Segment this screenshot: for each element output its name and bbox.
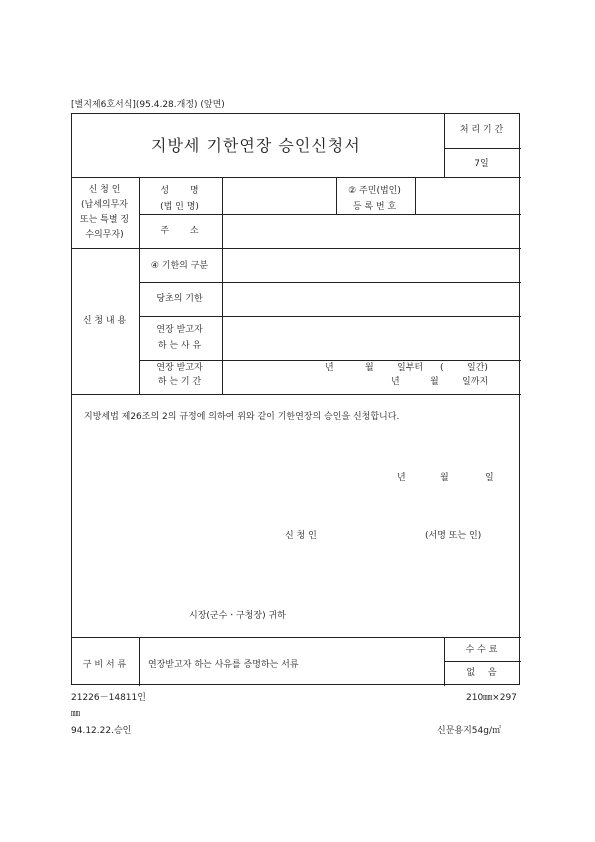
signature-note: (서명 또는 인): [425, 531, 482, 541]
registration-label-line: ② 주민(법인): [348, 186, 401, 196]
extension-reason-label-line: 연장 받고자: [156, 325, 203, 335]
name-label-line: 성 명: [160, 186, 199, 196]
extension-reason-field[interactable]: [222, 316, 519, 359]
extension-period-label-line: 하 는 기 간: [157, 377, 202, 387]
original-deadline-field[interactable]: [222, 282, 519, 315]
applicant-label-line: 수의무자): [85, 230, 124, 240]
date-year: 년: [397, 473, 406, 483]
applicant-label-line: 신 청 인: [88, 185, 121, 195]
original-deadline-label: 당초의 기한: [156, 294, 203, 304]
period-day-to: 일까지: [462, 377, 489, 387]
form-title: 지방세 기한연장 승인신청서: [151, 136, 361, 155]
divider: [444, 148, 521, 149]
form-reference: [별지제6호서식](95.4.28.개정) (앞면): [71, 100, 225, 110]
application-content-label: 신 청 내 용: [82, 316, 127, 326]
extension-reason-label: [138, 322, 221, 354]
extension-reason-label-line: 하 는 사 유: [157, 341, 202, 351]
required-documents-value: 연장받고자 하는 사유를 증명하는 서류: [148, 660, 299, 670]
registration-number-label: [335, 183, 414, 215]
required-documents-label: 구 비 서 류: [82, 660, 127, 670]
name-field[interactable]: [222, 177, 335, 213]
paper-size: 210㎜×297: [466, 693, 517, 703]
processing-period-value: 7일: [474, 159, 489, 169]
fee-value: 없 음: [466, 668, 497, 678]
approval-date: 94.12.22.승인: [71, 726, 132, 736]
extension-period-label: [138, 361, 221, 389]
date-month: 월: [440, 473, 449, 483]
deadline-type-label: ④ 기한의 구분: [150, 261, 209, 271]
unit-mark: ㎜: [71, 709, 81, 719]
registration-number-field[interactable]: [415, 177, 519, 213]
fee-label: 수 수 료: [465, 645, 498, 655]
period-month-to: 월: [430, 377, 439, 387]
addressee: 시장(군수ㆍ구청장) 귀하: [189, 611, 286, 621]
applicant-signature-label: 신 청 인: [285, 531, 317, 541]
registration-label-line: 등 록 번 호: [352, 202, 397, 212]
applicant-label-line: (납세의무자: [81, 200, 128, 210]
address-label: 주 소: [160, 226, 199, 236]
name-label-line: (법 인 명): [160, 202, 199, 212]
name-label: [138, 183, 221, 215]
period-month-from: 월: [365, 363, 374, 373]
deadline-type-field[interactable]: [222, 248, 519, 281]
applicant-section-label: [71, 183, 138, 243]
extension-period-label-line: 연장 받고자: [156, 363, 203, 373]
divider: [139, 637, 140, 686]
divider: [72, 394, 521, 395]
period-days: 일간): [467, 363, 488, 373]
processing-period-label: 처 리 기 간: [459, 125, 504, 135]
applicant-signature-field[interactable]: [330, 527, 420, 543]
period-open-paren: (: [440, 363, 444, 373]
form-code: 21226－14811인: [71, 693, 146, 703]
paper-type: 신문용지54g/㎡: [437, 726, 501, 736]
address-field[interactable]: [222, 214, 519, 247]
applicant-label-line: 또는 특별 징: [79, 215, 130, 225]
application-statement: 지방세법 제26조의 2의 규정에 의하여 위와 같이 기한연장의 승인을 신청합니다.: [84, 412, 400, 422]
period-year-from: 년: [325, 363, 334, 373]
divider: [444, 661, 521, 662]
date-day: 일: [485, 473, 494, 483]
period-year-to: 년: [391, 377, 400, 387]
period-day-from: 일부터: [397, 363, 424, 373]
